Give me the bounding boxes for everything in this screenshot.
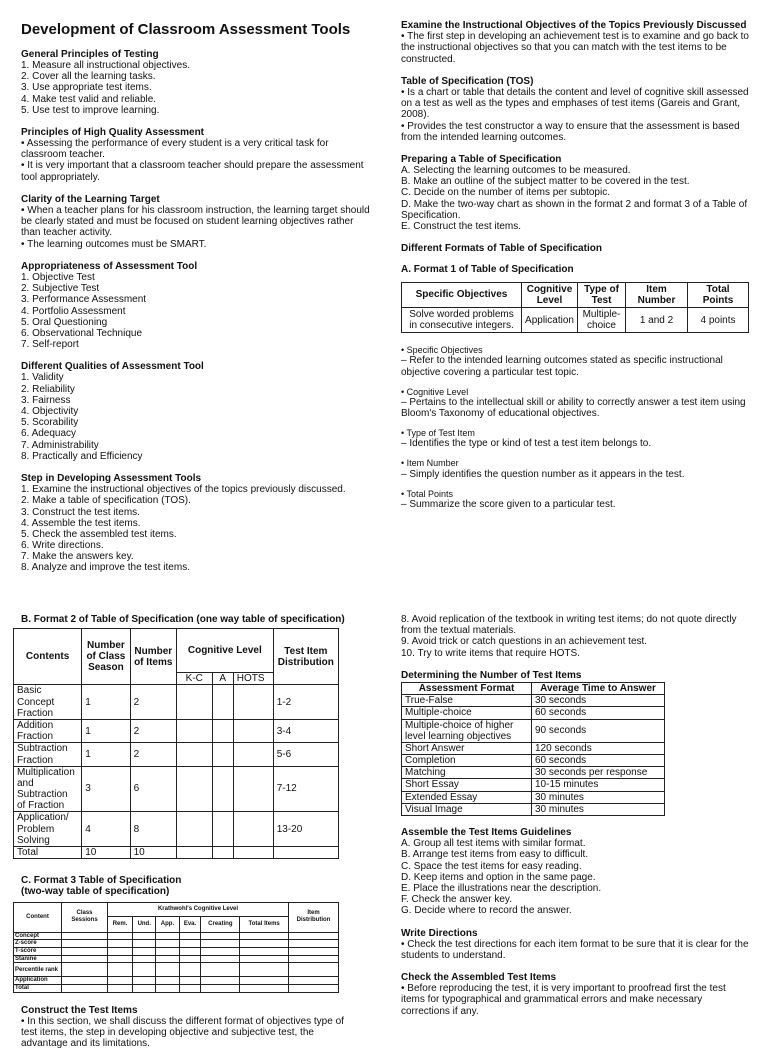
- time-table-row: [402, 767, 665, 779]
- format3-empty-cell: [179, 985, 201, 993]
- definition-desc: – Pertains to the intellectual skill or ability to correctly answer a test item using Bloom's Taxonomy of educational objectives.: [401, 396, 746, 420]
- format1-cell: Solve worded problems in consecutive integers.: [402, 307, 522, 332]
- format3-empty-cell: [201, 977, 240, 985]
- test-items-time-table: [401, 682, 665, 816]
- format3-title: C. Format 3 Table of Specification: [21, 875, 182, 887]
- format1-cell: 4 points: [688, 307, 749, 332]
- assemble-line: E. Place the illustrations near the description.: [401, 882, 602, 894]
- format2-subheader: K-C: [176, 673, 212, 685]
- format1-cell: 1 and 2: [626, 307, 688, 332]
- format3-content-cell: Concept: [14, 932, 62, 940]
- format2-items-cell: 2: [130, 743, 176, 766]
- section-line: 7. Self-report: [21, 339, 79, 351]
- format3-empty-cell: [108, 955, 133, 963]
- section-line: 5. Scorability: [21, 417, 79, 429]
- section-heading: Principles of High Quality Assessment: [21, 126, 205, 138]
- section-line: • Assessing the performance of every student is a very critical task for classroom teacher.: [21, 138, 329, 161]
- definition-item: [401, 458, 749, 479]
- format3-empty-cell: [62, 985, 108, 993]
- format3-empty-cell: [133, 932, 156, 940]
- average-time-cell: 30 seconds per response: [532, 767, 665, 779]
- definition-desc: – Refer to the intended learning outcomes stated as specific instructional objective covering a particular test topic.: [401, 355, 723, 378]
- section-heading: Different Formats of Table of Specification: [401, 243, 602, 255]
- format2-a-cell: [212, 685, 233, 720]
- format2-distribution-cell: 7-12: [273, 766, 338, 812]
- time-table-row: [402, 742, 665, 754]
- section-line: 4. Objectivity: [21, 406, 79, 418]
- format2-hots-cell: [233, 766, 273, 812]
- definition-desc: – Simply identifies the question number as it appears in the test.: [401, 468, 685, 480]
- section-line: 4. Portfolio Assessment: [21, 305, 126, 317]
- format2-distribution-cell: 13-20: [273, 812, 338, 847]
- format1-cell: Multiple-choice: [578, 307, 626, 332]
- format3-empty-cell: [156, 963, 179, 977]
- format2-a-cell: [212, 766, 233, 812]
- section-line: 8. Analyze and improve the test items.: [21, 562, 190, 574]
- format3-subheader: Total Items: [240, 916, 289, 932]
- section-heading: Preparing a Table of Specification: [401, 153, 562, 165]
- section-heading: Appropriateness of Assessment Tool: [21, 260, 198, 272]
- format3-empty-cell: [240, 948, 289, 956]
- format3-empty-cell: [289, 985, 339, 993]
- definition-desc: – Identifies the type or kind of test a test item belongs to.: [401, 438, 652, 450]
- time-table-row: [402, 803, 665, 815]
- format1-header: Specific Objectives: [402, 282, 522, 307]
- format3-row: [14, 955, 339, 963]
- top-left-sections: [21, 49, 373, 574]
- number-heading: Determining the Number of Test Items: [401, 669, 582, 681]
- format2-row: [14, 743, 339, 766]
- section-line: D. Make the two-way chart as shown in the format 2 and format 3 of a Table of Specification.: [401, 198, 748, 221]
- format2-kc-cell: [176, 766, 212, 812]
- average-time-cell: 10-15 minutes: [532, 779, 665, 791]
- assemble-line: A. Group all test items with similar format.: [401, 838, 586, 850]
- format3-row: [14, 932, 339, 940]
- time-table-row: [402, 707, 665, 719]
- format3-empty-cell: [156, 955, 179, 963]
- time-table-row: [402, 791, 665, 803]
- format3-empty-cell: [133, 985, 156, 993]
- format3-empty-cell: [240, 955, 289, 963]
- format2-subheader: A: [212, 673, 233, 685]
- format3-empty-cell: [201, 985, 240, 993]
- format3-empty-cell: [179, 948, 201, 956]
- format2-row: [14, 847, 339, 859]
- format2-header: Number of Items: [130, 629, 176, 685]
- format3-empty-cell: [108, 963, 133, 977]
- format3-empty-cell: [201, 963, 240, 977]
- format2-distribution-cell: 3-4: [273, 719, 338, 742]
- format3-empty-cell: [62, 948, 108, 956]
- format3-row: [14, 963, 339, 977]
- format3-content-cell: Stanine: [14, 955, 62, 963]
- format2-content-cell: Addition Fraction: [14, 719, 82, 742]
- section-heading: Different Qualities of Assessment Tool: [21, 361, 204, 373]
- directions-text: • Check the test directions for each item format to be sure that it is clear for the students to understand.: [401, 938, 749, 961]
- average-time-cell: 60 seconds: [532, 755, 665, 767]
- format3-empty-cell: [240, 932, 289, 940]
- assessment-format-cell: True-False: [402, 695, 532, 707]
- format2-header: Cognitive Level: [176, 629, 273, 673]
- format3-empty-cell: [108, 977, 133, 985]
- format3-empty-cell: [201, 932, 240, 940]
- format3-empty-cell: [240, 977, 289, 985]
- format2-content-cell: Total: [14, 847, 82, 859]
- format2-header: Number of Class Season: [82, 629, 130, 685]
- format2-content-cell: Basic Concept Fraction: [14, 685, 82, 720]
- format2-header: Test Item Distribution: [273, 629, 338, 685]
- format2-distribution-cell: 1-2: [273, 685, 338, 720]
- format3-header: Content: [14, 902, 62, 932]
- format2-sessions-cell: 10: [82, 847, 130, 859]
- time-table-header: Average Time to Answer: [532, 682, 665, 694]
- guidelines-continued: [401, 614, 751, 659]
- format1-header: Total Points: [688, 282, 749, 307]
- section-heading: Examine the Instructional Objectives of the Topics Previously Discussed: [401, 20, 747, 31]
- format3-empty-cell: [108, 932, 133, 940]
- construct-text: • In this section, we shall discuss the different format of objectives type of test items, the step in developing objective and subjective test, the advantage and its limitations.: [21, 1016, 344, 1050]
- section-line: 4. Make test valid and reliable.: [21, 93, 157, 105]
- section-line: C. Decide on the number of items per subtopic.: [401, 187, 610, 199]
- format3-empty-cell: [156, 932, 179, 940]
- format3-empty-cell: [133, 940, 156, 948]
- format2-a-cell: [212, 812, 233, 847]
- document-title: Development of Classroom Assessment Tools: [21, 21, 351, 38]
- definition-term: • Cognitive Level: [401, 386, 469, 397]
- format3-empty-cell: [240, 940, 289, 948]
- format3-empty-cell: [201, 948, 240, 956]
- format2-items-cell: 8: [130, 812, 176, 847]
- section-line: 1. Measure all instructional objectives.: [21, 59, 190, 71]
- format3-empty-cell: [156, 977, 179, 985]
- format3-table: [13, 902, 339, 993]
- format3-empty-cell: [133, 948, 156, 956]
- format3-empty-cell: [62, 932, 108, 940]
- format3-empty-cell: [108, 948, 133, 956]
- format3-subheader: Eva.: [179, 916, 201, 932]
- format3-empty-cell: [240, 985, 289, 993]
- time-table-row: [402, 779, 665, 791]
- format2-hots-cell: [233, 847, 273, 859]
- section-line: • Is a chart or table that details the content and level of cognitive skill assessed on a test as well as the types and emphases of test items (Gareis and Grant, 2008).: [401, 86, 749, 121]
- format3-empty-cell: [179, 963, 201, 977]
- format3-empty-cell: [62, 963, 108, 977]
- bottom-left-column: [13, 614, 353, 1050]
- section-line: 6. Observational Technique: [21, 327, 143, 339]
- section-line: • Provides the test constructor a way to ensure that the assessment is based from the intended learning outcomes.: [401, 120, 740, 143]
- format2-row: [14, 685, 339, 720]
- assessment-format-cell: Matching: [402, 767, 532, 779]
- definition-desc: – Summarize the score given to a particular test.: [401, 498, 616, 510]
- format3-content-cell: T-score: [14, 948, 62, 956]
- top-right-sections: [401, 20, 749, 254]
- assemble-line: B. Arrange test items from easy to difficult.: [401, 849, 589, 861]
- format3-empty-cell: [133, 977, 156, 985]
- format3-subheader: Und.: [133, 916, 156, 932]
- directions-heading: Write Directions: [401, 927, 478, 939]
- section-line: 1. Objective Test: [21, 271, 95, 283]
- section-line: 5. Use test to improve learning.: [21, 104, 160, 116]
- assemble-line: F. Check the answer key.: [401, 894, 512, 906]
- section-line: 7. Administrability: [21, 439, 99, 451]
- time-table-row: [402, 695, 665, 707]
- definition-term: • Total Points: [401, 488, 454, 499]
- average-time-cell: 30 minutes: [532, 803, 665, 815]
- format3-empty-cell: [289, 948, 339, 956]
- section-line: 2. Subjective Test: [21, 283, 100, 295]
- format3-header: Item Distribution: [289, 902, 339, 932]
- assessment-format-cell: Extended Essay: [402, 791, 532, 803]
- section-heading: Step in Developing Assessment Tools: [21, 472, 202, 484]
- section-line: A. Selecting the learning outcomes to be measured.: [401, 165, 631, 177]
- format3-empty-cell: [201, 940, 240, 948]
- section-line: 2. Cover all the learning tasks.: [21, 71, 156, 83]
- section-line: 8. Practically and Efficiency: [21, 450, 143, 462]
- format3-empty-cell: [62, 940, 108, 948]
- format2-row: [14, 812, 339, 847]
- definition-item: [401, 345, 749, 377]
- assessment-format-cell: Visual Image: [402, 803, 532, 815]
- top-right-column: [401, 20, 749, 519]
- section-line: • When a teacher plans for his classroom instruction, the learning target should be clearly stated and must be focused on student learning objectives rather than teacher activity.: [21, 205, 370, 239]
- section-line: • It is very important that a classroom teacher should prepare the assessment tool appropriately.: [21, 160, 364, 183]
- format2-table: [13, 628, 339, 859]
- format3-empty-cell: [289, 977, 339, 985]
- section-line: E. Construct the test items.: [401, 221, 522, 232]
- format2-hots-cell: [233, 719, 273, 742]
- format3-empty-cell: [179, 955, 201, 963]
- section-heading: General Principles of Testing: [21, 48, 159, 60]
- time-table-row: [402, 719, 665, 742]
- average-time-cell: 60 seconds: [532, 707, 665, 719]
- format3-row: [14, 948, 339, 956]
- average-time-cell: 120 seconds: [532, 742, 665, 754]
- average-time-cell: 90 seconds: [532, 719, 665, 742]
- section-line: 3. Construct the test items.: [21, 506, 140, 518]
- format2-sessions-cell: 4: [82, 812, 130, 847]
- check-heading: Check the Assembled Test Items: [401, 972, 557, 984]
- bottom-right-column: [401, 614, 751, 1017]
- top-left-column: [21, 22, 373, 574]
- format3-empty-cell: [108, 940, 133, 948]
- section-line: 6. Write directions.: [21, 540, 104, 552]
- guideline-line: 8. Avoid replication of the textbook in writing test items; do not quote directly from the textual materials.: [401, 614, 737, 637]
- format3-empty-cell: [156, 948, 179, 956]
- format3-empty-cell: [156, 940, 179, 948]
- section-line: 5. Oral Questioning: [21, 316, 108, 328]
- assessment-format-cell: Completion: [402, 755, 532, 767]
- format1-title: A. Format 1 of Table of Specification: [401, 264, 574, 276]
- format2-hots-cell: [233, 812, 273, 847]
- definition-item: [401, 387, 749, 419]
- format2-kc-cell: [176, 685, 212, 720]
- section-line: 3. Performance Assessment: [21, 294, 147, 306]
- time-table-header: Assessment Format: [402, 682, 532, 694]
- format3-empty-cell: [289, 932, 339, 940]
- section-line: 2. Make a table of specification (TOS).: [21, 495, 191, 507]
- format2-distribution-cell: [273, 847, 338, 859]
- format1-header: Cognitive Level: [522, 282, 578, 307]
- format2-content-cell: Application/ Problem Solving: [14, 812, 82, 847]
- format3-subtitle: (two-way table of specification): [21, 886, 170, 898]
- format3-empty-cell: [133, 955, 156, 963]
- format2-row: [14, 719, 339, 742]
- format1-header: Type of Test: [578, 282, 626, 307]
- assessment-format-cell: Multiple-choice: [402, 707, 532, 719]
- format3-subheader: App.: [156, 916, 179, 932]
- format3-row: [14, 940, 339, 948]
- format2-items-cell: 2: [130, 719, 176, 742]
- assessment-format-cell: Multiple-choice of higher level learning objectives: [402, 719, 532, 742]
- format3-empty-cell: [289, 940, 339, 948]
- format2-title: B. Format 2 of Table of Specification (one way table of specification): [21, 614, 345, 625]
- definition-term: • Type of Test Item: [401, 428, 475, 439]
- format3-row: [14, 977, 339, 985]
- format2-distribution-cell: 5-6: [273, 743, 338, 766]
- section-line: 1. Examine the instructional objectives of the topics previously discussed.: [21, 484, 346, 496]
- section-line: 5. Check the assembled test items.: [21, 528, 177, 540]
- format3-header: Krathwohl's Cognitive Level: [108, 902, 289, 916]
- section-line: B. Make an outline of the subject matter to be covered in the test.: [401, 176, 690, 188]
- format3-row: [14, 985, 339, 993]
- format3-content-cell: Percentile rank: [14, 963, 62, 977]
- format3-empty-cell: [289, 955, 339, 963]
- format2-sessions-cell: 1: [82, 685, 130, 720]
- format2-hots-cell: [233, 743, 273, 766]
- format3-header: Class Sessions: [62, 902, 108, 932]
- format2-hots-cell: [233, 685, 273, 720]
- format2-a-cell: [212, 847, 233, 859]
- format3-empty-cell: [179, 932, 201, 940]
- check-text: • Before reproducing the test, it is very important to proofread first the test items for typographical and grammatical errors and make necessary corrections if any.: [401, 983, 726, 1017]
- section-line: 1. Validity: [21, 372, 64, 384]
- average-time-cell: 30 minutes: [532, 791, 665, 803]
- definition-item: [401, 428, 749, 449]
- definition-term: • Item Number: [401, 458, 459, 469]
- format2-kc-cell: [176, 719, 212, 742]
- format3-content-cell: Total: [14, 985, 62, 993]
- format2-items-cell: 6: [130, 766, 176, 812]
- format3-content-cell: Application: [14, 977, 62, 985]
- format3-content-cell: Z-score: [14, 940, 62, 948]
- format2-content-cell: Subtraction Fraction: [14, 743, 82, 766]
- format3-subheader: Rem.: [108, 916, 133, 932]
- format3-empty-cell: [179, 977, 201, 985]
- assemble-line: D. Keep items and option in the same page.: [401, 871, 596, 883]
- section-heading: Table of Specification (TOS): [401, 75, 534, 87]
- definition-item: [401, 489, 749, 510]
- guideline-line: 10. Try to write items that require HOTS.: [401, 647, 580, 659]
- format2-subheader: HOTS: [233, 673, 273, 685]
- format3-empty-cell: [179, 940, 201, 948]
- format3-empty-cell: [133, 963, 156, 977]
- format1-table: [401, 282, 749, 334]
- format2-content-cell: Multiplication and Subtraction of Fraction: [14, 766, 82, 812]
- format3-empty-cell: [289, 963, 339, 977]
- format1-cell: Application: [522, 307, 578, 332]
- assemble-heading: Assemble the Test Items Guidelines: [401, 827, 572, 838]
- format3-empty-cell: [62, 977, 108, 985]
- format2-a-cell: [212, 719, 233, 742]
- section-line: 3. Fairness: [21, 394, 71, 406]
- format2-items-cell: 10: [130, 847, 176, 859]
- section-line: • The learning outcomes must be SMART.: [21, 238, 207, 250]
- assemble-list: [401, 838, 751, 916]
- format2-kc-cell: [176, 812, 212, 847]
- format3-empty-cell: [240, 963, 289, 977]
- format2-kc-cell: [176, 743, 212, 766]
- assemble-line: G. Decide where to record the answer.: [401, 905, 572, 917]
- section-line: 3. Use appropriate test items.: [21, 82, 152, 94]
- section-line: 2. Reliability: [21, 383, 75, 395]
- assessment-format-cell: Short Essay: [402, 779, 532, 791]
- section-heading: Clarity of the Learning Target: [21, 193, 160, 205]
- assessment-format-cell: Short Answer: [402, 742, 532, 754]
- section-line: 7. Make the answers key.: [21, 551, 134, 563]
- format2-sessions-cell: 1: [82, 719, 130, 742]
- format2-sessions-cell: 1: [82, 743, 130, 766]
- format2-items-cell: 2: [130, 685, 176, 720]
- format2-sessions-cell: 3: [82, 766, 130, 812]
- format2-kc-cell: [176, 847, 212, 859]
- section-line: • The first step in developing an achievement test is to examine and go back to the instructional objectives so that you can match with the test items to be constructed.: [401, 31, 749, 65]
- format2-a-cell: [212, 743, 233, 766]
- format3-empty-cell: [108, 985, 133, 993]
- average-time-cell: 30 seconds: [532, 695, 665, 707]
- definitions-list: [401, 345, 749, 510]
- format3-empty-cell: [156, 985, 179, 993]
- format3-empty-cell: [62, 955, 108, 963]
- construct-heading: Construct the Test Items: [21, 1004, 138, 1016]
- section-line: 6. Adequacy: [21, 428, 77, 440]
- format2-row: [14, 766, 339, 812]
- guideline-line: 9. Avoid trick or catch questions in an achievement test.: [401, 636, 648, 648]
- assemble-line: C. Space the test items for easy reading.: [401, 860, 582, 872]
- definition-term: • Specific Objectives: [401, 345, 483, 356]
- format3-empty-cell: [201, 955, 240, 963]
- format1-header: Item Number: [626, 282, 688, 307]
- format2-header: Contents: [14, 629, 82, 685]
- time-table-row: [402, 755, 665, 767]
- format3-subheader: Creating: [201, 916, 240, 932]
- section-line: 4. Assemble the test items.: [21, 517, 141, 529]
